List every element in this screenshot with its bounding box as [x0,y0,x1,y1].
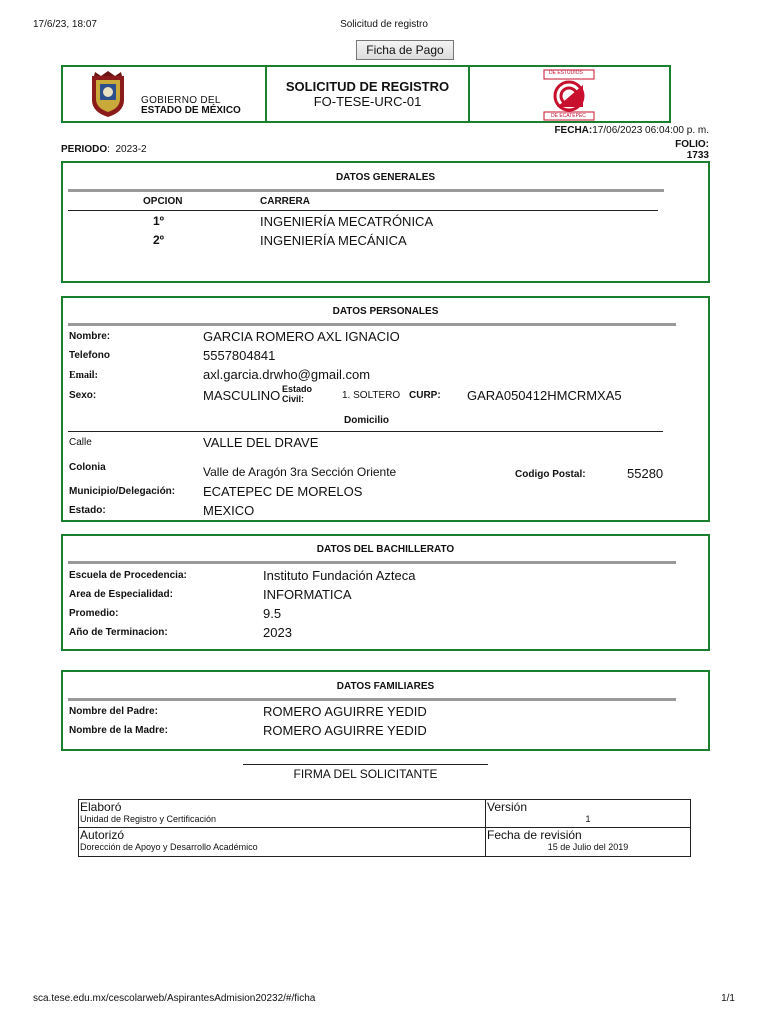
anio-label: Año de Terminacion: [69,627,168,638]
promedio-value: 9.5 [263,606,282,621]
cp-value: 55280 [627,466,664,481]
madre-label: Nombre de la Madre: [69,725,168,736]
autorizo-cell [79,828,486,857]
print-datetime: 17/6/23, 18:07 [33,19,97,30]
col-carrera-header: CARRERA [260,196,310,207]
revision-table [78,799,691,857]
tese-logo-top-text: DE ESTUDIOS [549,70,583,76]
version-value: 1 [585,814,591,824]
opcion-2: 2º [153,233,165,247]
doc-code: FO-TESE-URC-01 [313,94,422,109]
domicilio-label: Domicilio [344,415,390,426]
anio-value: 2023 [263,625,292,640]
colonia-value: Valle de Aragón 3ra Sección Oriente [203,465,397,479]
header-frame [61,65,671,123]
section-title: DATOS PERSONALES [332,306,439,317]
carrera-1: INGENIERÍA MECATRÓNICA [260,214,434,229]
section-title: DATOS GENERALES [335,172,436,183]
datos-generales-section [61,161,710,283]
print-title: Solicitud de registro [340,19,428,30]
escudo-icon [89,70,127,118]
escuela-label: Escuela de Procedencia: [69,570,187,581]
fecha [554,125,709,136]
area-value: INFORMATICA [263,587,352,602]
datos-bachillerato-section [61,534,710,651]
municipio-value: ECATEPEC DE MORELOS [203,484,363,499]
version-cell [486,800,691,828]
tese-logo [543,69,595,121]
title-rule [68,189,664,192]
curp-value: GARA050412HMCRMXA5 [467,388,622,403]
datos-familiares-section [61,670,710,751]
telefono-label: Telefono [69,350,110,361]
periodo: PERIODO: 2023-2 [61,144,147,155]
gobierno-line-2: ESTADO DE MÉXICO [141,105,241,116]
fecha-value: 17/06/2023 06:04:00 p. m. [592,125,709,136]
tese-logo-bottom-text: DE ECATEPEC [551,113,586,119]
estado-value: MEXICO [203,503,255,518]
elaboro-unit: Unidad de Registro y Certificación [80,814,217,824]
madre-value: ROMERO AGUIRRE YEDID [263,723,427,738]
folio-value: 1733 [686,150,709,161]
print-page: 1/1 [721,993,735,1004]
elaboro-cell [79,800,486,828]
promedio-label: Promedio: [69,608,119,619]
sexo-label: Sexo: [69,390,97,401]
domicilio-rule [68,431,663,432]
escuela-value: Instituto Fundación Azteca [263,568,416,583]
section-title: DATOS DEL BACHILLERATO [316,544,455,555]
colonia-label: Colonia [69,462,106,473]
periodo-value: 2023-2 [115,144,147,155]
curp-label: CURP: [409,390,441,401]
firma-label: FIRMA DEL SOLICITANTE [293,767,438,781]
title-rule [68,698,676,701]
fecha-revision-label: Fecha de revisión [487,828,582,842]
estado-civil-value: 1. SOLTERO [342,390,401,401]
nombre-value: GARCIA ROMERO AXL IGNACIO [203,329,400,344]
area-label: Area de Especialidad: [69,589,173,600]
elaboro-label: Elaboró [80,800,122,814]
padre-label: Nombre del Padre: [69,706,158,717]
fecha-revision-value: 15 de Julio del 2019 [547,842,629,852]
ficha-de-pago-button[interactable]: Ficha de Pago [356,40,454,60]
opcion-1: 1º [153,214,165,228]
telefono-value: 5557804841 [203,348,276,363]
nombre-label: Nombre: [69,331,111,342]
firma-line [243,764,488,765]
calle-label: Calle [69,437,92,448]
estado-label: Estado: [69,505,106,516]
version-label: Versión [487,800,528,814]
carrera-2: INGENIERÍA MECÁNICA [260,233,407,248]
print-url[interactable]: sca.tese.edu.mx/cescolarweb/AspirantesAdmision20232/#/ficha [33,993,316,1004]
estado-civil-label: Estado Civil: [282,384,313,404]
gobierno-logo [89,70,127,121]
header-divider-2 [468,67,470,121]
autorizo-label: Autorizó [80,828,125,842]
fecha-revision-cell [486,828,691,857]
gobierno-line-1: GOBIERNO DEL [141,95,221,106]
cp-label: Codigo Postal: [515,469,586,480]
periodo-label: PERIODO [61,144,108,155]
datos-personales-section [61,296,710,522]
calle-value: VALLE DEL DRAVE [203,435,319,450]
autorizo-unit: Dorección de Apoyo y Desarrollo Académico [80,842,258,852]
padre-value: ROMERO AGUIRRE YEDID [263,704,427,719]
folio-label: FOLIO: [675,139,709,150]
sexo-value: MASCULINO [203,388,281,403]
section-title: DATOS FAMILIARES [336,681,435,692]
doc-title: SOLICITUD DE REGISTRO [285,79,450,94]
fecha-label: FECHA: [554,125,593,136]
header-rule [68,210,658,211]
title-rule [68,561,676,564]
email-label: Email: [69,370,98,381]
folio [675,139,709,161]
municipio-label: Municipio/Delegación: [69,486,176,497]
email-value: axl.garcia.drwho@gmail.com [203,367,371,382]
title-rule [68,323,676,326]
col-opcion-header: OPCION [143,196,183,207]
